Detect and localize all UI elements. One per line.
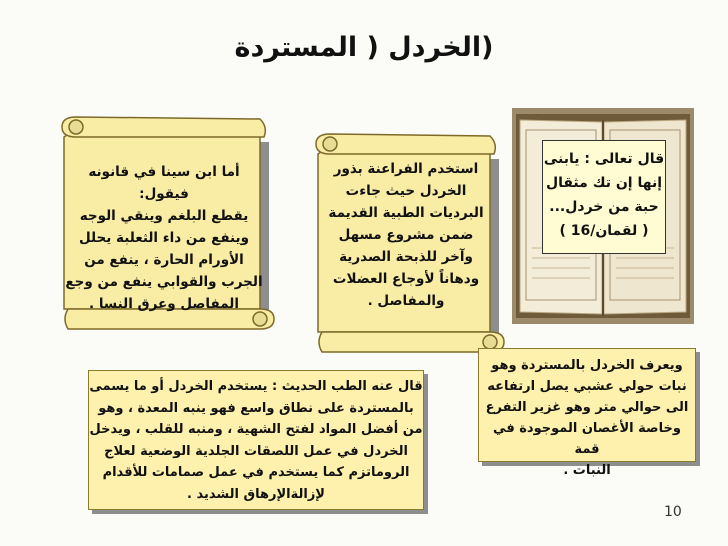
description-line: نبات حولي عشبي يصل ارتفاعه [487,379,687,394]
modern-medicine-line: الروماتزم كما يستخدم في عمل صمامات للأقدام [102,465,410,480]
scroll-left-line: أما ابن سينا في قانونه فيقول: [88,164,240,202]
description-line: ويعرف الخردل بالمستردة وهو [491,358,683,373]
slide-number: 10 [664,504,682,520]
scroll-left-line: يقطع البلغم وينقي الوجه [79,208,249,224]
scroll-left-line: الأورام الحارة ، ينفع من [84,252,244,268]
slide-title: (الخردل ( المستردة [234,32,494,63]
scroll-ibn-sina [54,113,278,335]
scroll-pharaohs [308,130,508,358]
modern-medicine-line: من أفضل المواد لفتح الشهية ، ومنبه للقلب ، ويدخل [89,422,423,437]
description-line: وخاصة الأغصان الموجودة في قمة [493,421,681,457]
scroll-middle-line: والمفاصل . [367,293,445,309]
quran-verse-box [542,140,666,254]
description-line: النبات . [563,463,611,478]
scroll-left-line: وينفع من داء الثعلبة يحلل [78,230,250,246]
modern-medicine-box [88,370,424,510]
quran-line: ( لقمان/16 ) [559,223,649,239]
scroll-middle-line: استخدم الفراعنة بذور [333,161,479,177]
scroll-middle-line: ودهاناً لأوجاع العضلات [332,271,480,287]
modern-medicine-line: بالمستردة على نطاق واسع فهو ينبه المعدة ، وهو [98,400,414,416]
quran-line: إنها إن تك مثقال [545,175,663,191]
description-line: الى حوالي متر وهو غزير التفرع [485,400,689,415]
quran-line: حبة من خردل... [549,199,659,215]
modern-medicine-line: قال عنه الطب الحديث : يستخدم الخردل أو ما يسمى [89,379,423,394]
modern-medicine-line: لإزالةالإرهاق الشديد . [187,486,325,502]
scroll-left-line: المفاصل وعرق النسا . [89,296,239,312]
modern-medicine-line: الخردل في عمل اللصقات الجلدية الوضعية لعلاج [104,443,408,459]
quran-line: قال تعالى : يابنى [543,151,665,167]
scroll-left-line: الجرب والقوابي ينفع من وجع [65,274,263,290]
scroll-middle-line: وآخر للذبحة الصدرية [339,249,473,265]
scroll-middle-line: الخردل حيث جاءت [345,183,467,199]
scroll-middle-line: البرديات الطبية القديمة [328,205,484,221]
scroll-middle-line: ضمن مشروع مسهل [338,227,474,243]
description-box [478,348,696,478]
